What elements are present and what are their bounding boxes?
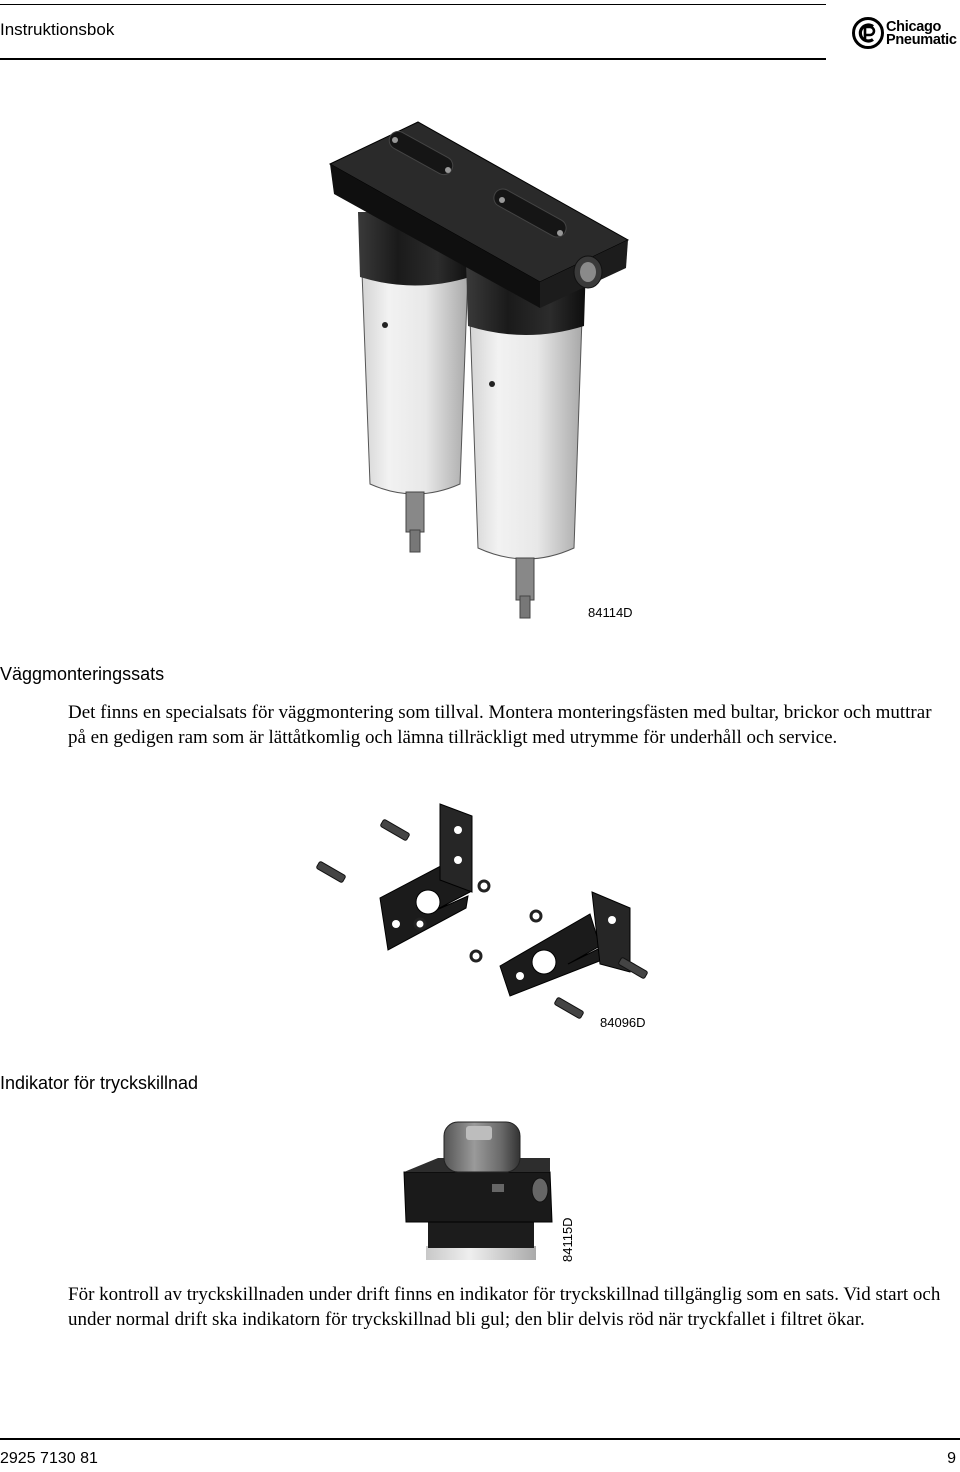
section-heading-wall-mount: Väggmonteringssats: [0, 664, 165, 684]
header-top-rule: [0, 4, 826, 5]
section-heading-indicator: Indikator för tryckskillnad: [0, 1073, 199, 1093]
brand-logo: [852, 16, 960, 50]
wall-bracket-kit-illustration: [300, 796, 660, 1032]
footer-rule: [0, 1438, 960, 1440]
figure-code-filters: 84114D: [588, 605, 633, 620]
header-rule: [0, 58, 826, 60]
page-header-title: Instruktionsbok: [0, 20, 115, 39]
logo-line-1: Chicago: [886, 19, 942, 35]
chicago-pneumatic-logo-icon: [852, 17, 884, 49]
document-number: 2925 7130 81: [0, 1450, 98, 1467]
section-text-indicator: För kontroll av tryckskillnaden under drift finns en indikator för tryckskillnad tillgänglig som en sats. Vid start och under normal drift ska indikatorn för tryckskillnad bli gul; den blir delvis röd när tryckfallet i filtret ökar.: [68, 1284, 941, 1330]
pressure-indicator-illustration: [400, 1118, 560, 1260]
twin-filter-illustration: [320, 112, 640, 624]
figure-code-indicator: 84115D: [560, 1217, 575, 1262]
figure-code-bracket: 84096D: [600, 1015, 646, 1030]
logo-line-2: Pneumatic: [886, 32, 957, 48]
page-number: 9: [947, 1450, 956, 1467]
section-text-wall-mount: Det finns en specialsats för väggmontering som tillval. Montera monteringsfästen med bultar, brickor och muttrar på en gedigen ram som är lättåtkomlig och lämna tillräckligt med utrymme för underhåll och service.: [68, 702, 932, 748]
